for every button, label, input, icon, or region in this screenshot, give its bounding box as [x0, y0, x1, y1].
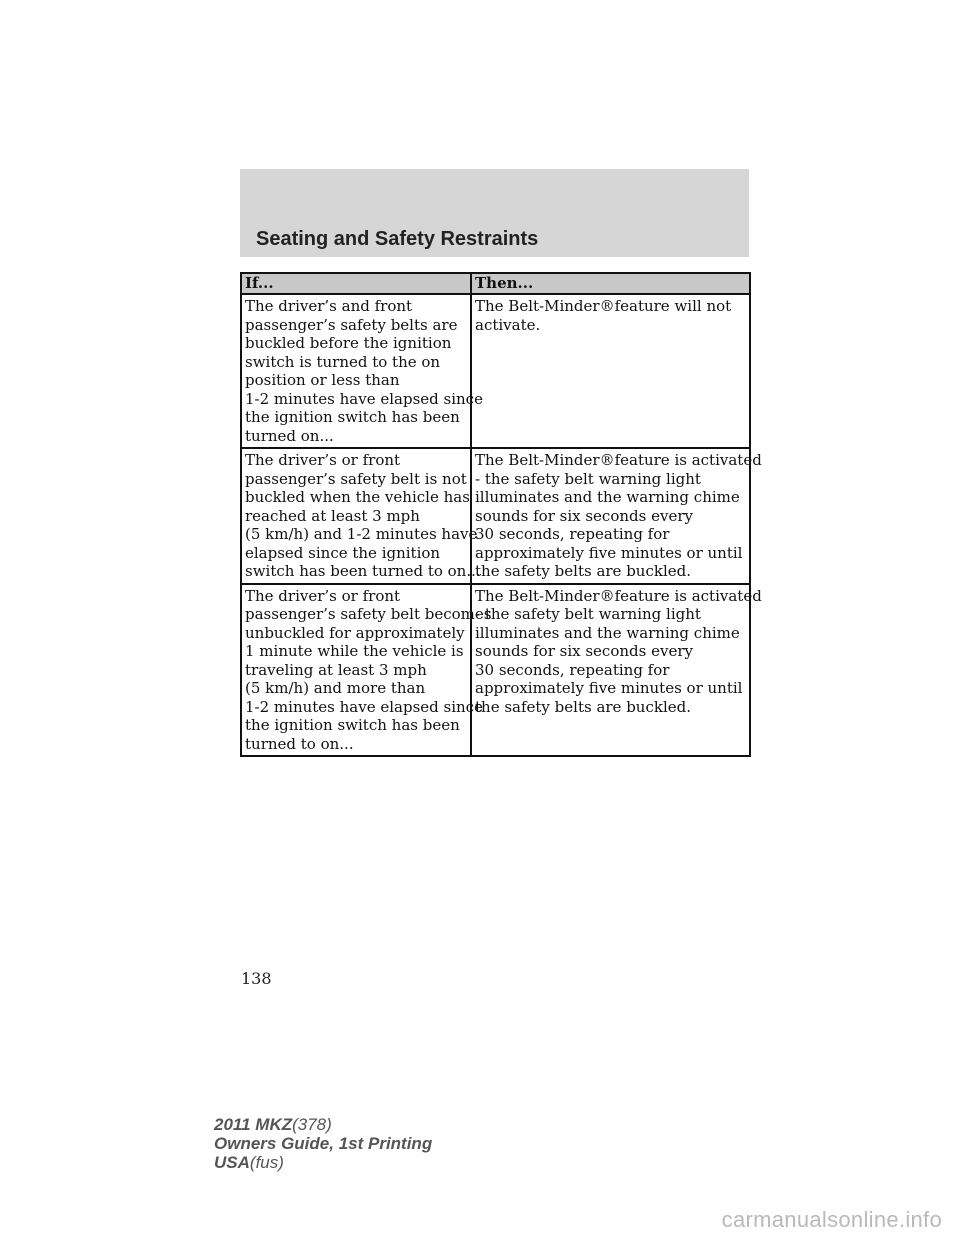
text-line: The driver’s or front — [245, 451, 401, 469]
column-header-then: Then... — [471, 273, 750, 294]
text-line: the ignition switch has been — [245, 408, 460, 426]
text-line: buckled when the vehicle has — [245, 488, 470, 506]
text-line: sounds for six seconds every — [475, 506, 693, 525]
print-footer — [214, 1115, 432, 1172]
condition-cell — [241, 448, 481, 584]
text-line: The Belt-Minder®feature will not — [475, 297, 732, 315]
result-cell — [471, 584, 762, 757]
text-line: elapsed since the ignition — [245, 543, 441, 562]
table-row — [241, 448, 750, 584]
footer-model-code: (378) — [292, 1115, 332, 1134]
result-cell — [471, 294, 750, 448]
condition-cell — [241, 294, 483, 448]
condition-cell — [241, 584, 492, 757]
footer-line-guide — [214, 1134, 432, 1153]
section-header — [240, 169, 749, 257]
text-line: activate. — [475, 315, 541, 334]
watermark: carmanualsonline.info — [721, 1207, 942, 1232]
text-line: the safety belts are buckled. — [475, 697, 691, 716]
footer-region: USA — [214, 1153, 250, 1172]
text-line: position or less than — [245, 371, 400, 389]
table-header-row — [241, 273, 750, 294]
text-line: - the safety belt warning light — [475, 469, 701, 488]
text-line: switch has been turned to on... — [245, 562, 481, 580]
footer-guide: Owners Guide, 1st Printing — [214, 1134, 433, 1153]
text-line: illuminates and the warning chime — [475, 623, 740, 642]
text-line: The Belt-Minder®feature is activated — [475, 586, 762, 605]
text-line: traveling at least 3 mph — [245, 660, 427, 679]
table-row — [241, 584, 750, 757]
text-line: reached at least 3 mph — [245, 506, 420, 525]
text-line: The driver’s or front — [245, 586, 401, 605]
text-line: 1-2 minutes have elapsed since — [245, 697, 483, 716]
footer-model: 2011 MKZ — [214, 1115, 293, 1134]
text-line: passenger’s safety belts are — [245, 315, 458, 334]
text-line: sounds for six seconds every — [475, 642, 693, 660]
text-line: 1 minute while the vehicle is — [245, 642, 464, 660]
text-line: The Belt-Minder®feature is activated — [475, 451, 762, 469]
text-line: (5 km/h) and more than — [245, 679, 426, 697]
text-line: the ignition switch has been — [245, 716, 460, 734]
text-line: 30 seconds, repeating for — [475, 660, 670, 679]
text-line: buckled before the ignition — [245, 334, 452, 352]
text-line: turned on... — [245, 426, 334, 445]
text-line: passenger’s safety belt is not — [245, 469, 467, 488]
table-row — [241, 294, 750, 448]
belt-minder-table — [240, 272, 762, 757]
text-line: passenger’s safety belt becomes — [245, 605, 492, 623]
text-line: switch is turned to the on — [245, 352, 441, 371]
text-line: - the safety belt warning light — [475, 605, 701, 623]
text-line: 1-2 minutes have elapsed since — [245, 389, 483, 408]
text-line: unbuckled for approximately — [245, 623, 465, 642]
footer-region-code: (fus) — [249, 1153, 284, 1172]
footer-line-region — [214, 1153, 432, 1172]
footer-line-model — [214, 1115, 432, 1134]
text-line: 30 seconds, repeating for — [475, 525, 670, 543]
text-line: approximately five minutes or until — [475, 543, 743, 562]
text-line: (5 km/h) and 1-2 minutes have — [245, 525, 478, 543]
section-title: Seating and Safety Restraints — [256, 228, 539, 250]
text-line: illuminates and the warning chime — [475, 488, 740, 506]
column-header-if: If... — [241, 273, 471, 294]
result-cell — [471, 448, 762, 584]
text-line: The driver’s and front — [245, 297, 413, 315]
text-line: the safety belts are buckled. — [475, 562, 691, 580]
text-line: turned to on... — [245, 734, 354, 753]
page-number: 138 — [241, 969, 272, 988]
text-line: approximately five minutes or until — [475, 679, 743, 697]
